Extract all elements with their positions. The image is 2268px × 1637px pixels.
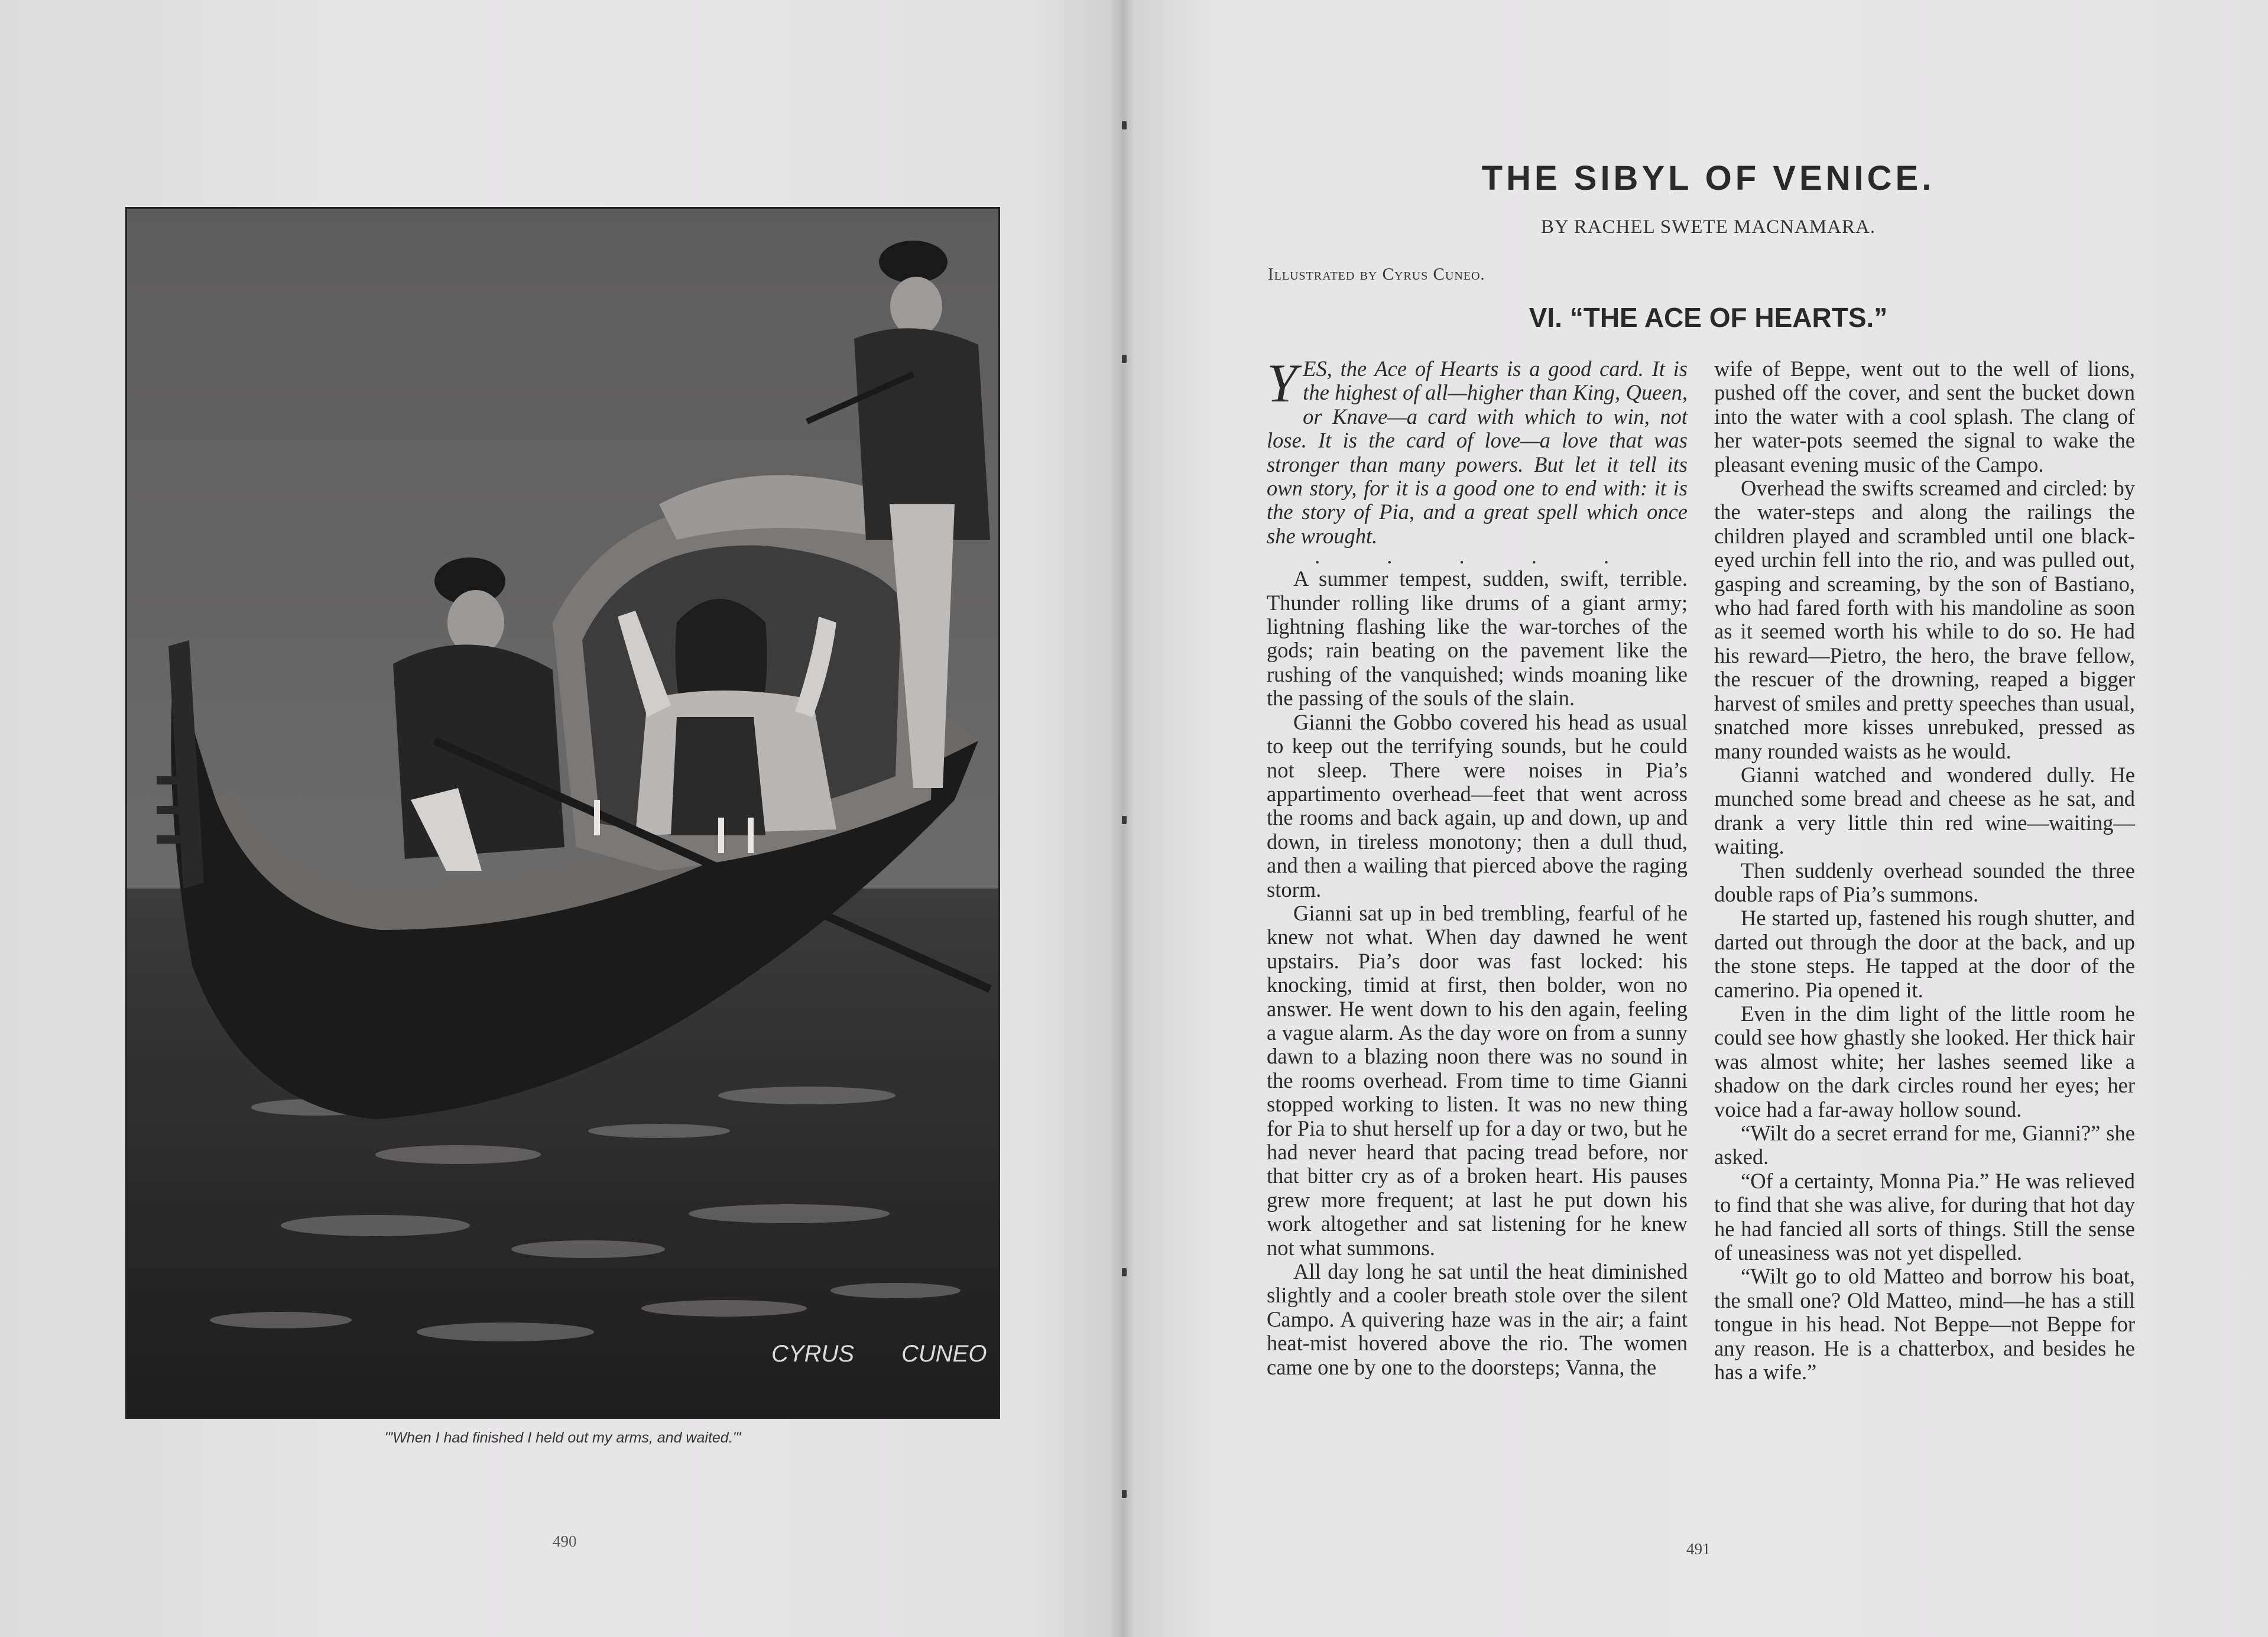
binding-stitch <box>1122 355 1127 363</box>
paragraph: A summer tempest, sudden, swift, terrible. Thunder rolling like drums of a giant army; lightning flashing like the war-torches of the gods; rain beating on the pavement like the rushing of the vanquished; winds moaning like the passing of the souls of the slain. <box>1267 566 1688 711</box>
binding-stitch <box>1122 121 1127 129</box>
intro-text: ES, the Ace of Hearts is a good card. It is the highest of all—higher than King, Queen, or Knave—a card with which to win, not lose. It is the card of love—a love that was stronger than many powers. But let it tell its own story, for it is a good one to end with: it is the story of Pia, and a great spell which once she wrought. <box>1267 356 1688 548</box>
illustration-artwork <box>127 209 998 1417</box>
paragraph: All day long he sat until the heat diminished slightly and a cooler breath stole over the silent Campo. A quivering haze was in the air; a faint heat-mist hovered above the rio. The women came one by one to the doorsteps; Vanna, the <box>1267 1259 1688 1379</box>
paragraph: Gianni watched and wondered dully. He munched some bread and cheese as he sat, and drank a very little thin red wine—waiting—waiting. <box>1714 762 2135 859</box>
binding-stitch <box>1122 1268 1127 1276</box>
paragraph: “Wilt go to old Matteo and borrow his boat, the small one? Old Matteo, mind—he has a still tongue in his head. Not Beppe—not Beppe for any reason. He is a chatterbox, and besides he has a wife.” <box>1714 1264 2135 1385</box>
section-break-dots: . . . . . <box>1314 544 1640 569</box>
paragraph: wife of Beppe, went out to the well of lions, pushed off the cover, and sent the bucket down into the water with a cool splash. The clang of her water-pots seemed the signal to wake the pleasant evening music of the Campo. <box>1714 356 2135 476</box>
signature-cuneo: CUNEO <box>901 1341 987 1367</box>
page-number-right: 491 <box>1686 1540 1711 1558</box>
paragraph: Gianni sat up in bed trembling, fearful of he knew not what. When day dawned he went upstairs. Pia’s door was fast locked: his knocking, timid at first, then bolder, won no answer. He went down to his den again, feeling a vague alarm. As the day wore on from a sunny dawn to a blazing noon there was no sound in the rooms overhead. From time to time Gianni stopped working to listen. It was no new thing for Pia to shut herself up for a day or two, but he had never heard that pacing tread before, nor that bitter cry as of a broken heart. His pauses grew more frequent; at last he put down his work altogether and sat listening for he knew not what summons. <box>1267 900 1688 1260</box>
drop-cap: Y <box>1267 353 1297 413</box>
paragraph: “Wilt do a secret errand for me, Gianni?” she asked. <box>1714 1121 2135 1169</box>
page-number-left: 490 <box>553 1532 577 1550</box>
intro-paragraph <box>1267 353 1688 548</box>
illustrator-credit: Illustrated by Cyrus Cuneo. <box>1268 265 1485 284</box>
author-byline: BY RACHEL SWETE MACNAMARA. <box>1540 216 1876 238</box>
illustration-caption: "'When I had finished I held out my arms, and waited.'" <box>384 1429 741 1446</box>
gondola-illustration <box>125 207 1000 1419</box>
paragraph: “Of a certainty, Monna Pia.” He was relieved to find that she was alive, for during that hot day he had fancied all sorts of things. Still the sense of uneasiness was not yet dispelled. <box>1714 1168 2135 1265</box>
story-title: THE SIBYL OF VENICE. <box>1481 159 1935 197</box>
binding-stitch <box>1122 1490 1127 1498</box>
text-column-2 <box>1714 357 2135 1384</box>
paragraph: Even in the dim light of the little room he could see how ghastly she looked. Her thick hair was almost white; her lashes seemed like a shadow on the dark circles round her eyes; her voice had a far-away hollow sound. <box>1714 1001 2135 1121</box>
signature-cyrus: CYRUS <box>771 1341 855 1367</box>
text-column-1 <box>1267 353 1688 1379</box>
chapter-heading: VI. “THE ACE OF HEARTS.” <box>1529 302 1888 333</box>
paragraph: He started up, fastened his rough shutter, and darted out through the door at the back, and up the stone steps. He tapped at the door of the camerino. Pia opened it. <box>1714 906 2135 1002</box>
binding-stitch <box>1122 816 1127 824</box>
paragraph: Overhead the swifts screamed and circled: by the water-steps and along the railings the children played and scrambled until one black-eyed urchin fell into the rio, and was pulled out, gasping and screaming, by the son of Bastiano, who had fared forth with his mandoline as soon as it seemed worth his while to do so. He had his reward—Pietro, the hero, the brave fellow, the rescuer of the drowning, reaped a bigger harvest of smiles and pretty speeches than usual, snatched more kisses unrebuked, pressed as many rounded waists as he would. <box>1714 476 2135 763</box>
paragraph: Gianni the Gobbo covered his head as usual to keep out the terrifying sounds, but he could not sleep. There were noises in Pia’s appartimento overhead—feet that went across the rooms and back again, up and down, up and down, in tireless monotony; then a dull thud, and then a wailing that pierced above the raging storm. <box>1267 709 1688 902</box>
left-page <box>0 0 1123 1637</box>
paragraph: Then suddenly overhead sounded the three double raps of Pia’s summons. <box>1714 858 2135 906</box>
